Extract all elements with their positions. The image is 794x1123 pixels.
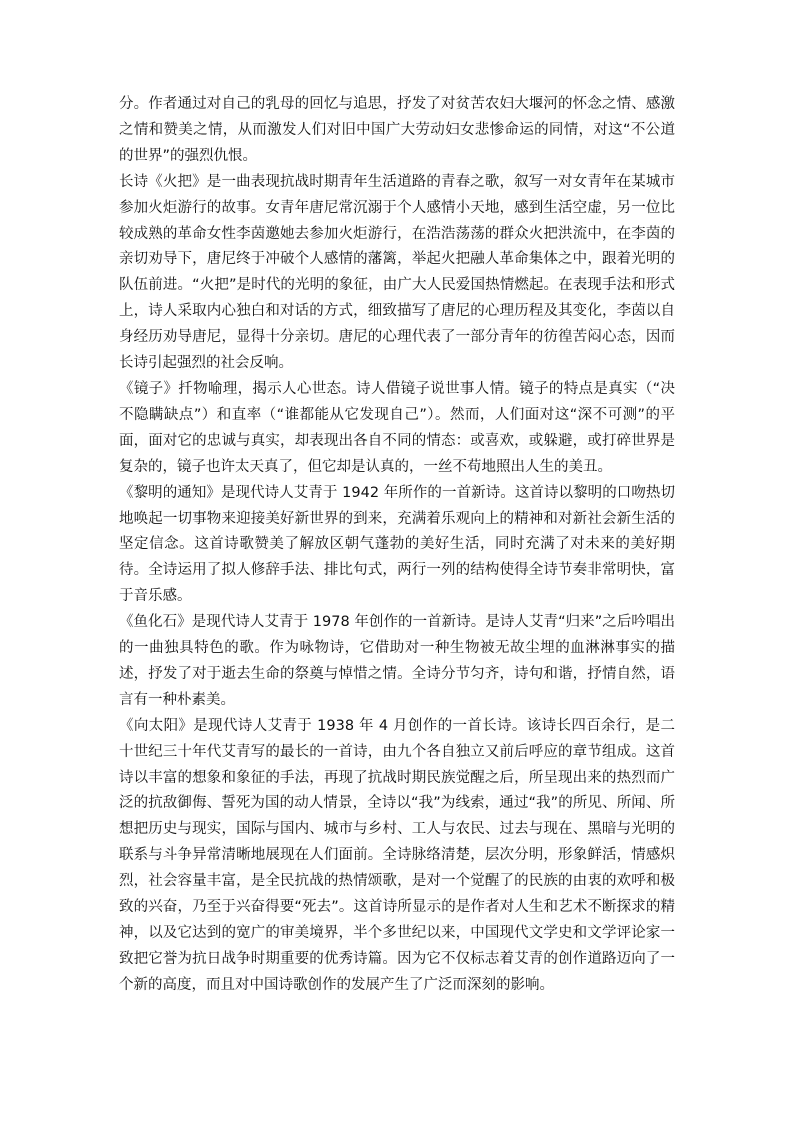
- paragraph-yuhuashi: 《鱼化石》是现代诗人艾青于 1978 年创作的一首新诗。是诗人艾青“归来”之后吟唱出的一曲独具特色的歌。作为咏物诗，它借助对一种生物被无故尘埋的血淋淋事实的描述，抒发了对于逝去生命的祭奠与悼惜之情。全诗分节匀齐，诗句和谐，抒情自然，语言有一种朴素美。: [119, 614, 675, 708]
- paragraph-jingzi: 《镜子》扦物喻理，揭示人心世态。诗人借镜子说世事人情。镜子的特点是真实（“决不隐瞒缺点”）和直率（“谁都能从它发现自己”）。然而，人们面对这“深不可测”的平面，面对它的忠诚与真实，却表现出各自不同的情态：或喜欢，或躲避，或打碎世界是复杂的，镜子也许太天真了，但它却是认真的，一丝不苟地照出人生的美丑。: [119, 380, 675, 475]
- paragraph-huoba: 长诗《火把》是一曲表现抗战时期青年生活道路的青春之歌，叙写一对女青年在某城市参加火炬游行的故事。女青年唐尼常沉溺于个人感情小天地，感到生活空虚，另一位比较成熟的革命女性李茵邀她去参加火炬游行，在浩浩荡荡的群众火把洪流中，在李茵的亲切劝导下，唐尼终于冲破个人感情的藩篱，举起火把融人革命集体之中，跟着光明的队伍前进。“火把”是时代的光明的象征，由广大人民爱国热情燃起。在表现手法和形式上，诗人采取内心独白和对话的方式，细致描写了唐尼的心理历程及其变化，李茵以自身经历劝导唐尼，显得十分亲切。唐尼的心理代表了一部分青年的彷徨苦闷心态，因而长诗引起强烈的社会反响。: [119, 173, 675, 372]
- paragraph-xiang-taiyang: 《向太阳》是现代诗人艾青于 1938 年 4 月创作的一首长诗。该诗长四百余行，是二十世纪三十年代艾青写的最长的一首诗，由九个各自独立又前后呼应的章节组成。这首诗以丰富的想象和象征的手法，再现了抗战时期民族觉醒之后，所呈现出来的热烈而广泛的抗敌御侮、誓死为国的动人情景，全诗以“我”为线索，通过“我”的所见、所闻、所想把历史与现实，国际与国内、城市与乡村、工人与农民、过去与现在、黑暗与光明的联系与斗争异常清晰地展现在人们面前。全诗脉络清楚，层次分明，形象鲜活，情感炽烈，社会容量丰富，是全民抗战的热情颂歌，是对一个觉醒了的民族的由衷的欢呼和极致的兴奋，乃至于兴奋得要“死去”。这首诗所显示的是作者对人生和艺术不断探求的精神，以及它达到的宽广的审美境界，半个多世纪以来，中国现代文学史和文学评论家一致把它誉为抗日战争时期重要的优秀诗篇。因为它不仅标志着艾青的创作道路迈向了一个新的高度，而且对中国诗歌创作的发展产生了广泛而深刻的影响。: [119, 717, 675, 993]
- paragraph-dayanhe-ending: 分。作者通过对自己的乳母的回忆与追思，抒发了对贫苦农妇大堰河的怀念之情、感激之情和赞美之情，从而激发人们对旧中国广大劳动妇女悲惨命运的同情，对这“不公道的世界”的强烈仇恨。: [119, 96, 675, 164]
- document-body: [119, 92, 675, 999]
- paragraph-liming-de-tongzhi: 《黎明的通知》是现代诗人艾青于 1942 年所作的一首新诗。这首诗以黎明的口吻热切地唤起一切事物来迎接美好新世界的到来，充满着乐观向上的精神和对新社会新生活的坚定信念。这首诗歌赞美了解放区朝气蓬勃的美好生活，同时充满了对未来的美好期待。全诗运用了拟人修辞手法、排比句式，两行一列的结构使得全诗节奏非常明快，富于音乐感。: [119, 484, 675, 605]
